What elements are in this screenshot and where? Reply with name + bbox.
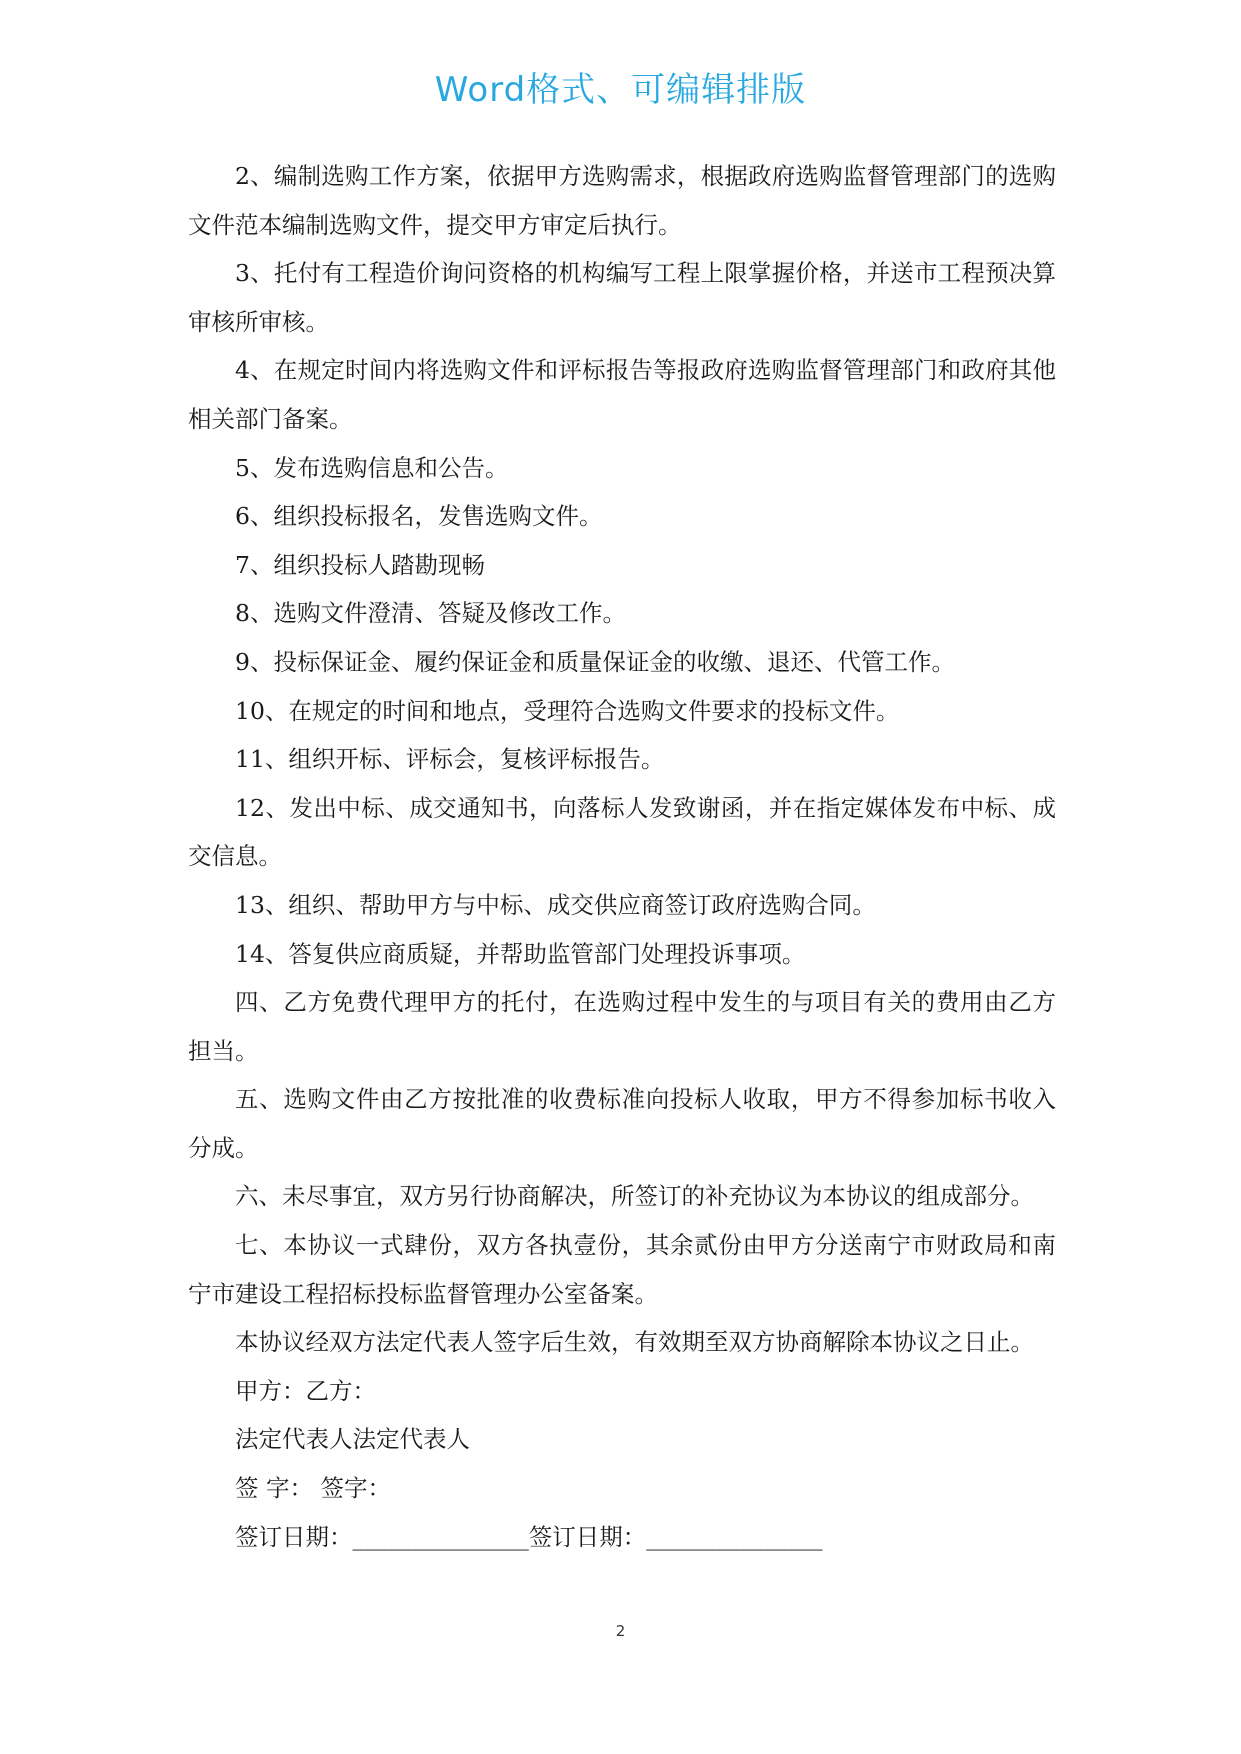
document-body bbox=[188, 152, 1056, 1561]
paragraph: 13、组织、帮助甲方与中标、成交供应商签订政府选购合同。 bbox=[235, 890, 876, 919]
paragraph: 2、编制选购工作方案，依据甲方选购需求，根据政府选购监督管理部门的选购文件范本编制选购文件，提交甲方审定后执行。 bbox=[188, 162, 1056, 239]
signature-parties-line: 甲方：乙方： bbox=[235, 1376, 376, 1405]
paragraph: 9、投标保证金、履约保证金和质量保证金的收缴、退还、代管工作。 bbox=[235, 647, 955, 676]
paragraph: 10、在规定的时间和地点，受理符合选购文件要求的投标文件。 bbox=[235, 696, 900, 725]
paragraph: 7、组织投标人踏勘现畅 bbox=[235, 550, 485, 579]
paragraph: 11、组织开标、评标会，复核评标报告。 bbox=[235, 745, 665, 774]
signature-representative-line: 法定代表人法定代表人 bbox=[235, 1425, 470, 1454]
paragraph: 本协议经双方法定代表人签字后生效，有效期至双方协商解除本协议之日止。 bbox=[235, 1328, 1034, 1357]
paragraph: 12、发出中标、成交通知书，向落标人发致谢函，并在指定媒体发布中标、成交信息。 bbox=[188, 793, 1056, 871]
paragraph: 3、托付有工程造价询问资格的机构编写工程上限掌握价格，并送市工程预决算审核所审核。 bbox=[188, 259, 1056, 336]
paragraph: 6、组织投标报名，发售选购文件。 bbox=[235, 502, 603, 531]
paragraph: 七、本协议一式肆份，双方各执壹份，其余贰份由甲方分送南宁市财政局和南宁市建设工程招标投标监督管理办公室备案。 bbox=[188, 1231, 1056, 1308]
signature-sign-line: 签 字： 签字： bbox=[235, 1474, 391, 1503]
page-number: 2 bbox=[615, 1622, 626, 1640]
paragraph: 四、乙方免费代理甲方的托付，在选购过程中发生的与项目有关的费用由乙方担当。 bbox=[188, 988, 1056, 1065]
paragraph: 5、发布选购信息和公告。 bbox=[235, 453, 509, 482]
paragraph: 五、选购文件由乙方按批准的收费标准向投标人收取，甲方不得参加标书收入分成。 bbox=[188, 1085, 1056, 1162]
paragraph: 8、选购文件澄清、答疑及修改工作。 bbox=[235, 599, 626, 628]
page-header-title: Word格式、可编辑排版 bbox=[434, 70, 807, 110]
paragraph: 4、在规定时间内将选购文件和评标报告等报政府选购监督管理部门和政府其他相关部门备案。 bbox=[188, 356, 1056, 433]
signature-date-line: 签订日期：_______________签订日期：_______________ bbox=[235, 1522, 823, 1551]
paragraph: 六、未尽事宜，双方另行协商解决，所签订的补充协议为本协议的组成部分。 bbox=[235, 1182, 1034, 1211]
paragraph: 14、答复供应商质疑，并帮助监管部门处理投诉事项。 bbox=[235, 939, 806, 968]
